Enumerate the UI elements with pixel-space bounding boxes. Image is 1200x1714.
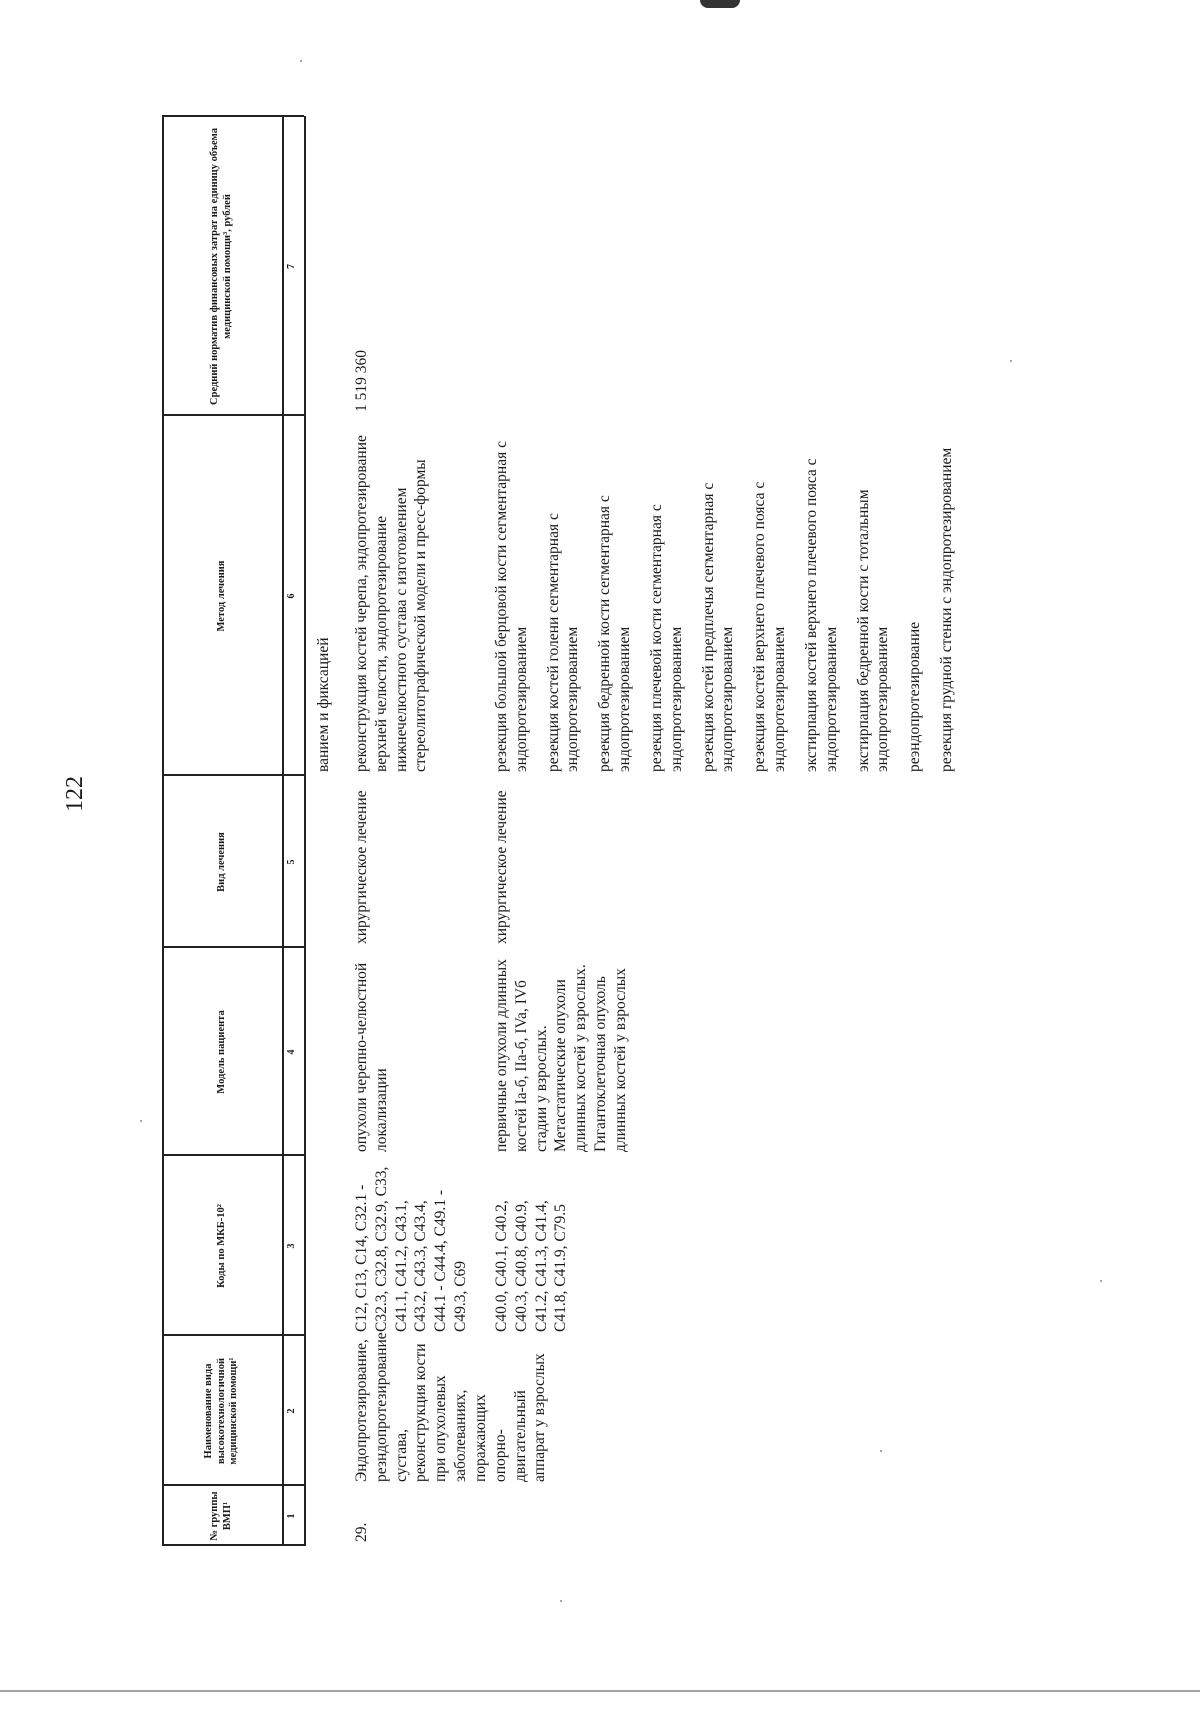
methods-row-1 xyxy=(352,416,447,776)
method-item: резекция костей верхнего плечевого пояса с эндопротезированием xyxy=(751,481,789,772)
scan-speck xyxy=(300,60,302,62)
scan-speck xyxy=(560,1600,562,1602)
method-item: резекция костей голени сегментарная с эндопротезированием xyxy=(544,513,582,772)
method-item: резекция костей предплечья сегментарная с эндопротезированием xyxy=(699,482,737,772)
procedures-table xyxy=(162,116,1162,1546)
cost-value: 1 519 360 xyxy=(353,350,370,412)
rotated-table-sheet xyxy=(162,78,1192,1546)
header-cost-norm: Средний норматив финансовых затрат на единицу объема медицинской помощи³, рублей xyxy=(209,128,233,405)
column-number: 7 xyxy=(286,264,297,269)
column-number: 3 xyxy=(286,1243,297,1249)
methods-row-2 xyxy=(492,416,969,776)
header-bottom-rule xyxy=(282,116,284,1546)
method-item: экстирпация бедренной кости с тотальным эндопротезированием xyxy=(854,489,892,772)
patient-model-row-1: опухоли черепно-челюстной локализации xyxy=(353,962,390,1152)
method-item: реэндопротезирование xyxy=(906,621,924,772)
column-number: 5 xyxy=(286,859,297,865)
method-item: реконструкция костей черепа, эндопротезирование верхней челюсти, эндопротезирование нижнечелюстного сустава с изготовлением стереолитографической модели и пресс-формы xyxy=(353,435,430,772)
method-item: экстирпация костей верхнего плечевого пояса с эндопротезированием xyxy=(802,458,840,772)
method-continuation: ванием и фиксацией xyxy=(315,637,332,772)
header-treatment-method: Метод лечения xyxy=(215,560,227,632)
method-item: резекция плечевой кости сегментарная с эндопротезированием xyxy=(647,504,685,772)
method-item: резекция большой берцовой кости сегментарная с эндопротезированием xyxy=(493,441,530,772)
method-item: резекция бедренной кости сегментарная с эндопротезированием xyxy=(596,495,634,772)
icd-codes-row-2: C40.0, C40.1, C40.2, C40.3, C40.8, C40.9, C41.2, C41.3, C41.4, C41.8, C41.9, C79.5 xyxy=(493,1200,570,1332)
scan-blot xyxy=(700,0,740,8)
header-patient-model: Модель пациента xyxy=(215,1010,227,1094)
scan-speck xyxy=(140,1120,142,1122)
scan-edge-line xyxy=(0,1690,1200,1692)
treatment-type-row-2: хирургическое лечение xyxy=(493,790,510,944)
numbers-bottom-rule xyxy=(304,116,306,1546)
header-treatment-type: Вид лечения xyxy=(215,832,227,892)
icd-codes-row-1: C12, C13, C14, C32.1 - C32.3, C32.8, C32.9, C33, C41.1, C41.2, C43.1, C43.2, C43.3, C43.4, C44.1 - C44.4, C49.1 - C49.3, C69 xyxy=(353,1166,470,1332)
header-icd-codes: Коды по МКБ-10² xyxy=(215,1204,227,1288)
care-name: Эндопротезирование, резндопротезирование сустава, реконструкция кости при опухолевых заболеваниях, поражающих опорно-двигательный аппарат у взрослых xyxy=(353,1332,549,1482)
header-care-name: Наименование вида высокотехнологичной медицинской помощи¹ xyxy=(203,1357,240,1465)
patient-model-row-2: первичные опухоли длинных костей Ia-б, IIa-б, IVa, IVб стадии у взрослых. Метастатические опухоли длинных костей у взрослых. Гигантоклеточная опухоль длинных костей у взрослых xyxy=(493,959,629,1152)
column-number: 2 xyxy=(286,1408,297,1414)
page-number: 122 xyxy=(62,776,88,812)
treatment-type-row-1: хирургическое лечение xyxy=(353,790,370,944)
column-number: 1 xyxy=(286,1513,297,1519)
header-group-number: № группы ВМП¹ xyxy=(209,1491,233,1541)
column-number: 6 xyxy=(286,593,297,599)
method-item: резекция грудной стенки с эндопротезированием xyxy=(938,447,956,772)
column-number: 4 xyxy=(286,1049,297,1055)
group-number: 29. xyxy=(353,1522,370,1542)
